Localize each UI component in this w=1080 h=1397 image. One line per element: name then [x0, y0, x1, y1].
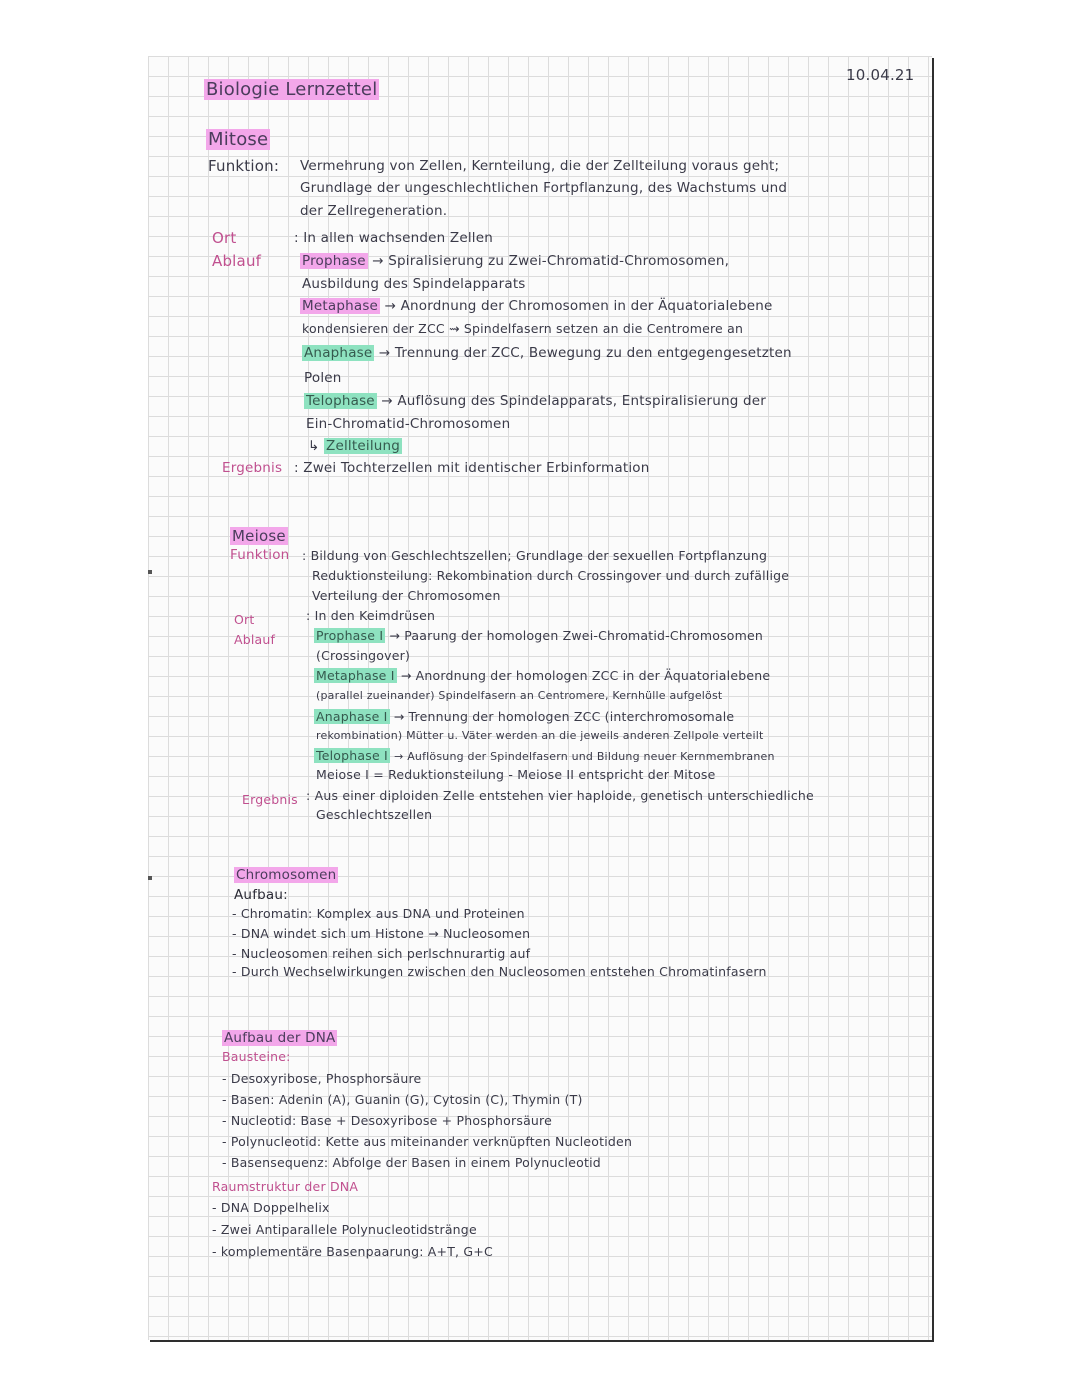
mitose-ort-text: : In allen wachsenden Zellen [294, 230, 494, 246]
meiose-funktion-line: Reduktionsteilung: Rekombination durch Crossingover und durch zufällige [312, 568, 790, 583]
mitose-funktion-line: der Zellregeneration. [300, 203, 448, 219]
meiose-telophase: Telophase I → Auflösung der Spindelfasern und Bildung neuer Kernmembranen [316, 748, 775, 763]
chromosomen-item: - Chromatin: Komplex aus DNA und Proteinen [232, 906, 525, 921]
mitose-telophase-cont: Ein-Chromatid-Chromosomen [306, 416, 511, 432]
meiose-prophase: Prophase I → Paarung der homologen Zwei-Chromatid-Chromosomen [316, 628, 764, 643]
arrow-icon: ↳ [308, 438, 320, 454]
punch-mark [148, 876, 152, 880]
mitose-telophase: Telophase → Auflösung des Spindelapparats, Entspiralisierung der [306, 393, 767, 409]
meiose-funktion-line: Verteilung der Chromosomen [312, 588, 501, 603]
section-heading-dna: Aufbau der DNA [224, 1030, 336, 1046]
meiose-anaphase: Anaphase I → Trennung der homologen ZCC (interchromosomale [316, 709, 735, 724]
mitose-zellteilung: ↳ Zellteilung [308, 438, 401, 454]
meiose-ergebnis-label: Ergebnis [242, 792, 298, 807]
mitose-metaphase: Metaphase → Anordnung der Chromosomen in der Äquatorialebene [302, 298, 773, 314]
mitose-funktion-label: Funktion: [208, 157, 280, 175]
mitose-anaphase-cont: Polen [304, 370, 342, 386]
meiose-prophase-cont: (Crossingover) [316, 648, 411, 663]
meiose-ergebnis-line: Geschlechtszellen [316, 807, 433, 822]
dna-baustein-item: - Basen: Adenin (A), Guanin (G), Cytosin (C), Thymin (T) [222, 1092, 583, 1107]
meiose-funktion-label: Funktion [230, 547, 290, 563]
section-heading-chromosomen: Chromosomen [236, 867, 337, 883]
meiose-metaphase-cont: (parallel zueinander) Spindelfasern an Centromere, Kernhülle aufgelöst [316, 689, 723, 702]
dna-raum-item: - komplementäre Basenpaarung: A+T, G+C [212, 1244, 493, 1259]
mitose-ergebnis-text: : Zwei Tochterzellen mit identischer Erbinformation [294, 460, 650, 476]
dna-baustein-item: - Nucleotid: Base + Desoxyribose + Phosphorsäure [222, 1113, 553, 1128]
dna-baustein-item: - Desoxyribose, Phosphorsäure [222, 1071, 422, 1086]
mitose-funktion-line: Vermehrung von Zellen, Kernteilung, die der Zellteilung voraus geht; [300, 158, 780, 174]
chromosomen-item: - DNA windet sich um Histone → Nucleosomen [232, 926, 531, 941]
mitose-anaphase: Anaphase → Trennung der ZCC, Bewegung zu den entgegengesetzten [304, 345, 792, 361]
mitose-ort-label: Ort [212, 229, 237, 247]
dna-raum-item: - Zwei Antiparallele Polynucleotidstränge [212, 1222, 477, 1237]
meiose-anaphase-cont: rekombination) Mütter u. Väter werden an die jeweils anderen Zellpole verteilt [316, 729, 764, 742]
meiose-ort-text: : In den Keimdrüsen [306, 608, 436, 623]
mitose-prophase-cont: Ausbildung des Spindelapparats [302, 276, 526, 292]
chromosomen-aufbau-label: Aufbau: [234, 887, 288, 903]
chromosomen-item: - Durch Wechselwirkungen zwischen den Nucleosomen entstehen Chromatinfasern [232, 964, 767, 979]
dna-bausteine-label: Bausteine: [222, 1049, 291, 1064]
meiose-ort-label: Ort [234, 612, 255, 627]
dna-baustein-item: - Polynucleotid: Kette aus miteinander verknüpften Nucleotiden [222, 1134, 633, 1149]
meiose-telophase-cont: Meiose I = Reduktionsteilung - Meiose II entspricht der Mitose [316, 767, 716, 782]
dna-raum-item: - DNA Doppelhelix [212, 1200, 330, 1215]
meiose-ergebnis-line: : Aus einer diploiden Zelle entstehen vier haploide, genetisch unterschiedliche [306, 788, 814, 803]
meiose-funktion-line: : Bildung von Geschlechtszellen; Grundlage der sexuellen Fortpflanzung [302, 548, 768, 563]
chromosomen-item: - Nucleosomen reihen sich perlschnurartig auf [232, 946, 531, 961]
mitose-metaphase-cont: kondensieren der ZCC ⇝ Spindelfasern setzen an die Centromere an [302, 321, 744, 336]
section-heading-mitose: Mitose [208, 129, 269, 150]
date: 10.04.21 [846, 66, 915, 84]
page-title: Biologie Lernzettel [206, 79, 378, 100]
section-heading-meiose: Meiose [232, 527, 286, 545]
meiose-metaphase: Metaphase I → Anordnung der homologen ZCC in der Äquatorialebene [316, 668, 771, 683]
mitose-prophase: Prophase → Spiralisierung zu Zwei-Chromatid-Chromosomen, [302, 253, 730, 269]
dna-baustein-item: - Basensequenz: Abfolge der Basen in einem Polynucleotid [222, 1155, 601, 1170]
meiose-ablauf-label: Ablauf [234, 632, 276, 647]
punch-mark [148, 570, 152, 574]
mitose-funktion-line: Grundlage der ungeschlechtlichen Fortpflanzung, des Wachstums und [300, 180, 788, 196]
dna-raumstruktur-label: Raumstruktur der DNA [212, 1179, 359, 1194]
mitose-ergebnis-label: Ergebnis [222, 460, 283, 476]
mitose-ablauf-label: Ablauf [212, 252, 262, 270]
